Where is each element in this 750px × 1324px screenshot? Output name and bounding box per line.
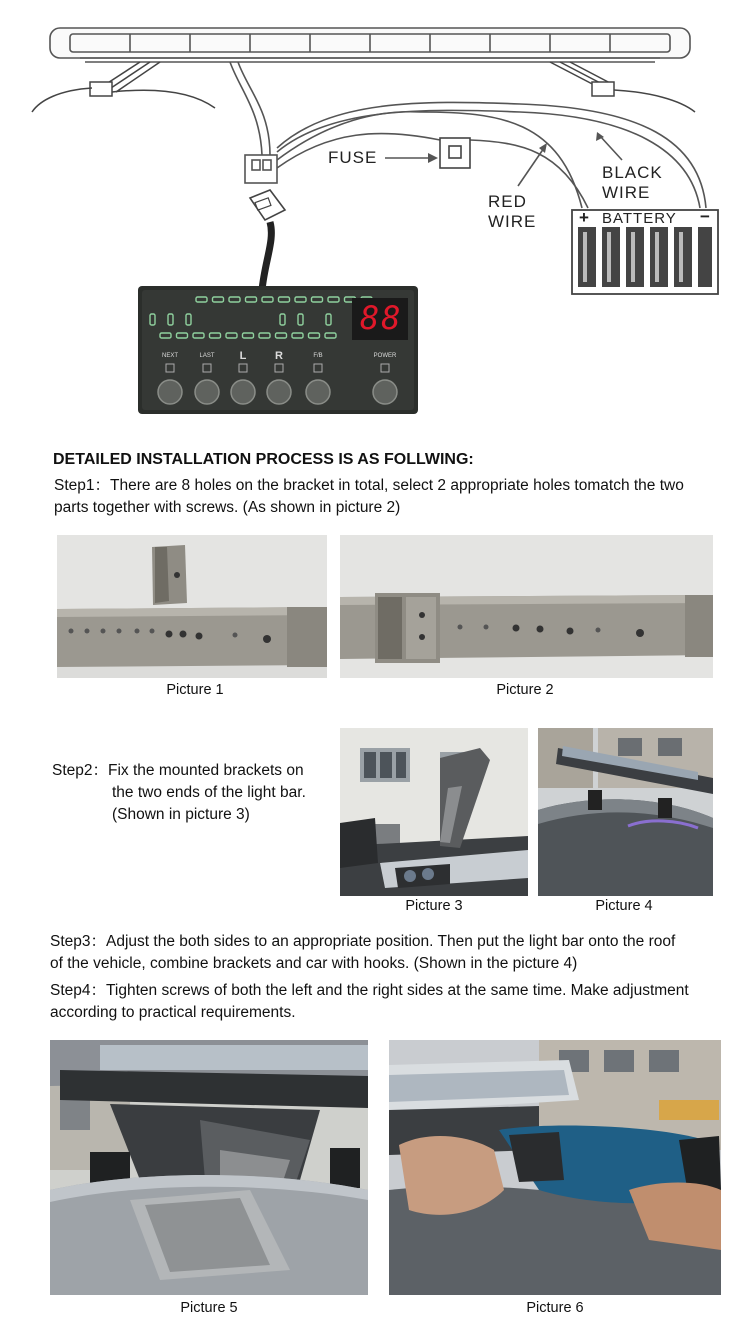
battery-plus-sign: + [579,208,589,227]
fuse-arrow-head [428,153,438,163]
controller-knob [267,380,291,404]
controller-button-label: POWER [373,353,397,359]
controller-display-value: 88 [360,299,403,337]
controller-knob [306,380,330,404]
step2-label: Step2： [52,762,109,779]
picture-1-caption: Picture 1 [166,682,224,698]
red-wire-label-line2: WIRE [488,212,537,231]
controller-knob [158,380,182,404]
controller-knob [195,380,219,404]
installation-heading: DETAILED INSTALLATION PROCESS IS AS FOLLWING: [53,451,474,468]
red-wire-arrow [518,148,544,186]
right-hook-drawing [550,62,695,112]
fuse-label: FUSE [328,148,378,167]
step1-line2: parts together with screws. (As shown in picture 2) [54,499,401,516]
step1-text [54,475,734,519]
step2-line2: the two ends of the light bar. [112,784,306,801]
step3-label: Step3： [50,933,107,950]
picture-4-photo [538,728,713,896]
controller-button-label: L [239,350,247,362]
black-wire-label-line2: WIRE [602,183,651,202]
picture-3-caption: Picture 3 [405,898,463,914]
step4-text [50,980,745,1024]
step4-line2: according to practical requirements. [50,1004,296,1021]
controller-button-label: F/B [313,353,323,359]
controller-plug-drawing [250,190,285,290]
controller-knob [231,380,255,404]
picture-6-caption: Picture 6 [526,1300,584,1316]
step1-line1: There are 8 holes on the bracket in total, select 2 appropriate holes tomatch the two [110,477,684,494]
light-bar-drawing [50,28,690,62]
red-wire-label-line1: RED [488,192,527,211]
step4-line1: Tighten screws of both the left and the right sides at the same time. Make adjustment [106,982,689,999]
controller-button-label: NEXT [161,353,178,359]
picture-3-photo [340,728,528,896]
battery-label: BATTERY [602,210,677,227]
controller-knob [373,380,397,404]
picture-2-photo [340,535,713,678]
controller-button-label: LAST [199,353,215,359]
battery-minus-sign: − [700,207,710,226]
red-wire-arrow-head [539,143,547,153]
picture-5-photo [50,1040,368,1295]
black-wire-label-line1: BLACK [602,163,663,182]
step2-line1: Fix the mounted brackets on [108,762,304,779]
fuse-drawing [440,138,470,168]
step2-text [52,760,337,826]
picture-1-photo [57,535,327,678]
step2-line3: (Shown in picture 3) [112,806,250,823]
picture-4-caption: Picture 4 [595,898,653,914]
picture-2-caption: Picture 2 [496,682,554,698]
step3-line2: of the vehicle, combine brackets and car with hooks. (Shown in the picture 4) [50,955,578,972]
controller-button-label: R [275,350,283,362]
left-hook-drawing [32,62,215,112]
step1-label: Step1： [54,477,111,494]
picture-6-photo [389,1040,721,1295]
step3-line1: Adjust the both sides to an appropriate position. Then put the light bar onto the roof [106,933,676,950]
black-wire-arrow [600,136,622,160]
picture-5-caption: Picture 5 [180,1300,238,1316]
step3-text [50,931,745,975]
step4-label: Step4： [50,982,107,999]
